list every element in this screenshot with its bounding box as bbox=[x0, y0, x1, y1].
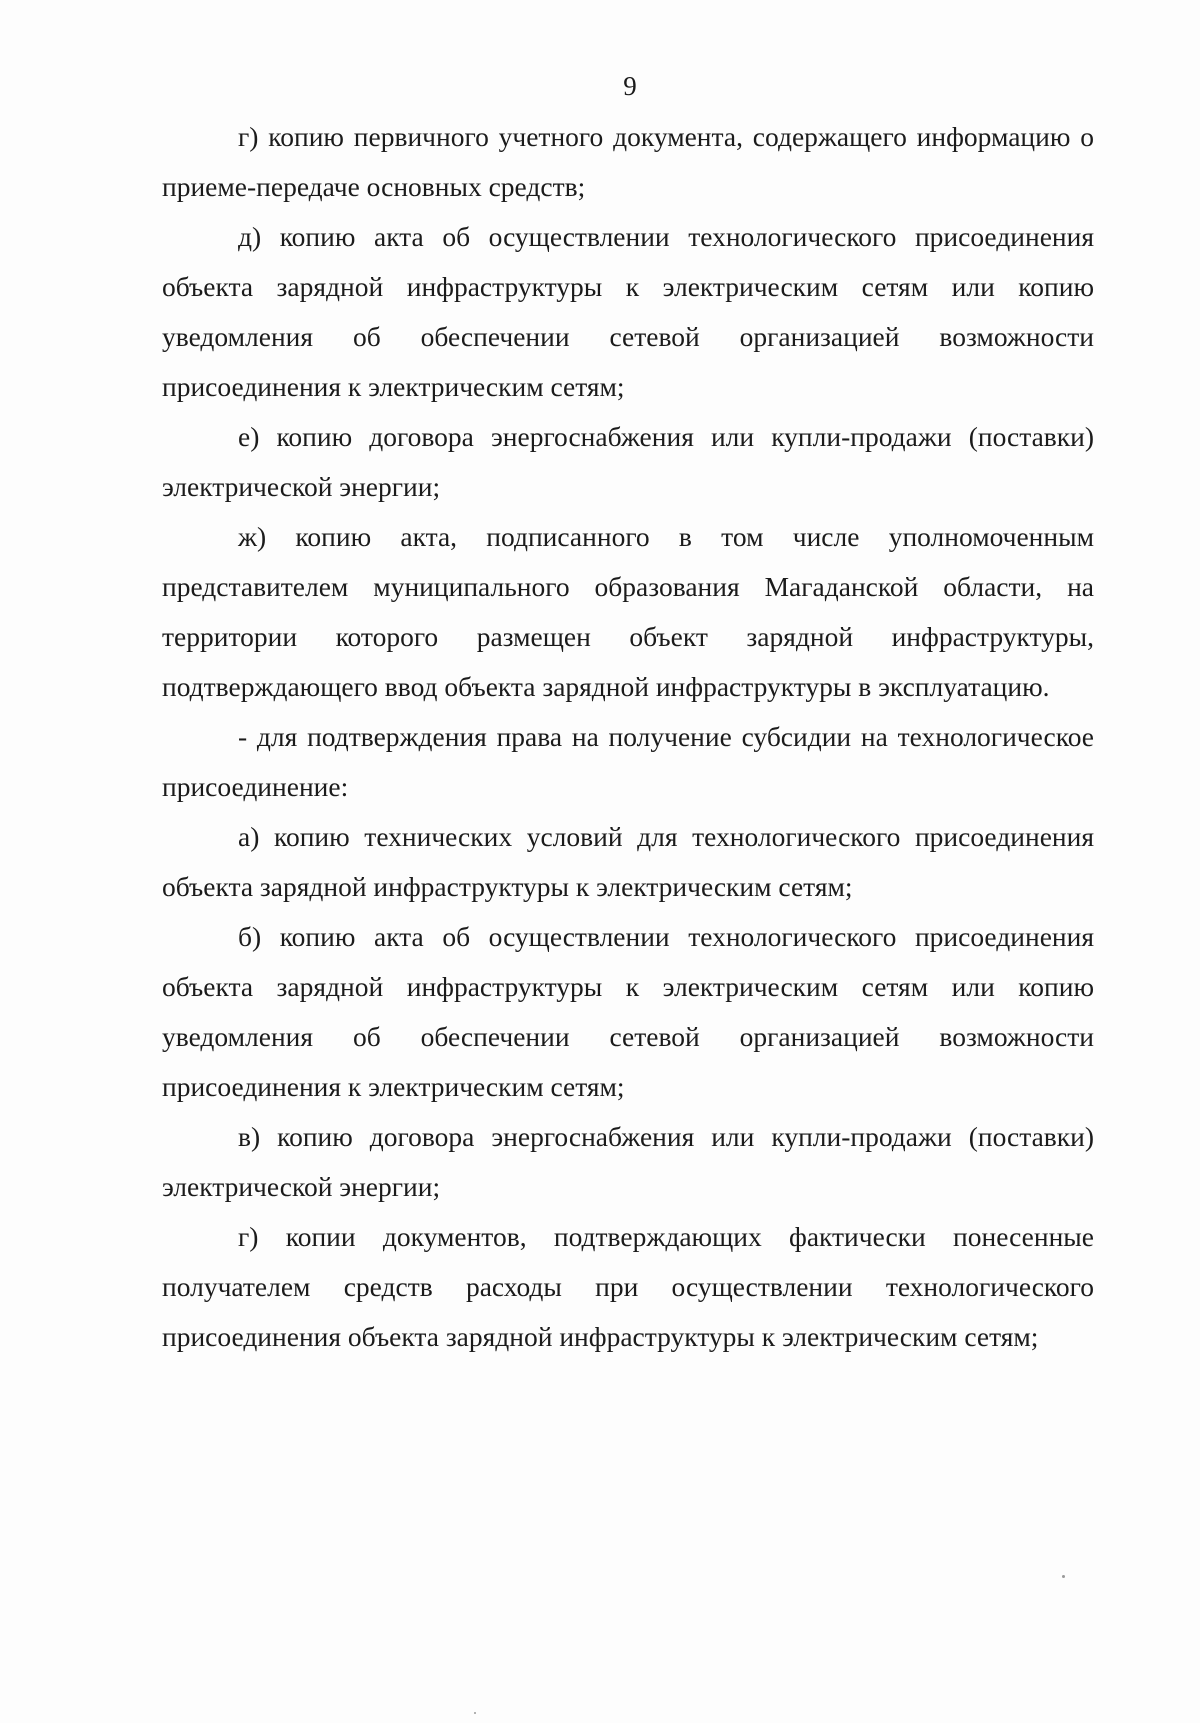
paragraph-g-expense-documents: г) копии документов, подтверждающих фактически понесенные получателем средств расходы при осуществлении технологического присоединения объекта зарядной инфраструктуры к электрическим сетям; bbox=[162, 1221, 1094, 1352]
paragraph-v-energy-contract: в) копию договора энергоснабжения или купли-продажи (поставки) электрической энергии; bbox=[162, 1121, 1094, 1202]
paragraph-e-energy-contract: е) копию договора энергоснабжения или купли-продажи (поставки) электрической энергии; bbox=[162, 421, 1094, 502]
scan-speck bbox=[1062, 1575, 1065, 1578]
paragraph-g-primary-document: г) копию первичного учетного документа, содержащего информацию о приеме-передаче основных средств; bbox=[162, 121, 1094, 202]
paragraph-a-technical-conditions: а) копию технических условий для технологического присоединения объекта зарядной инфраструктуры к электрическим сетям; bbox=[162, 821, 1094, 902]
page-number: 9 bbox=[623, 71, 637, 101]
paragraph-zh-commissioning-act: ж) копию акта, подписанного в том числе уполномоченным представителем муниципального образования Магаданской области, на территории которого размещен объект зарядной инфраструктуры, подтверждающего ввод объекта зарядной инфраструктуры в эксплуатацию. bbox=[162, 521, 1094, 702]
paragraph-subsidy-heading: - для подтверждения права на получение субсидии на технологическое присоединение: bbox=[162, 721, 1094, 802]
document-body bbox=[162, 112, 1094, 1362]
paragraph-b-connection-act: б) копию акта об осуществлении технологического присоединения объекта зарядной инфраструктуры к электрическим сетям или копию уведомления об обеспечении сетевой организацией возможности присоединения к электрическим сетям; bbox=[162, 921, 1094, 1102]
scan-speck bbox=[474, 1712, 476, 1714]
paragraph-d-connection-act: д) копию акта об осуществлении технологического присоединения объекта зарядной инфраструктуры к электрическим сетям или копию уведомления об обеспечении сетевой организацией возможности присоединения к электрическим сетям; bbox=[162, 221, 1094, 402]
